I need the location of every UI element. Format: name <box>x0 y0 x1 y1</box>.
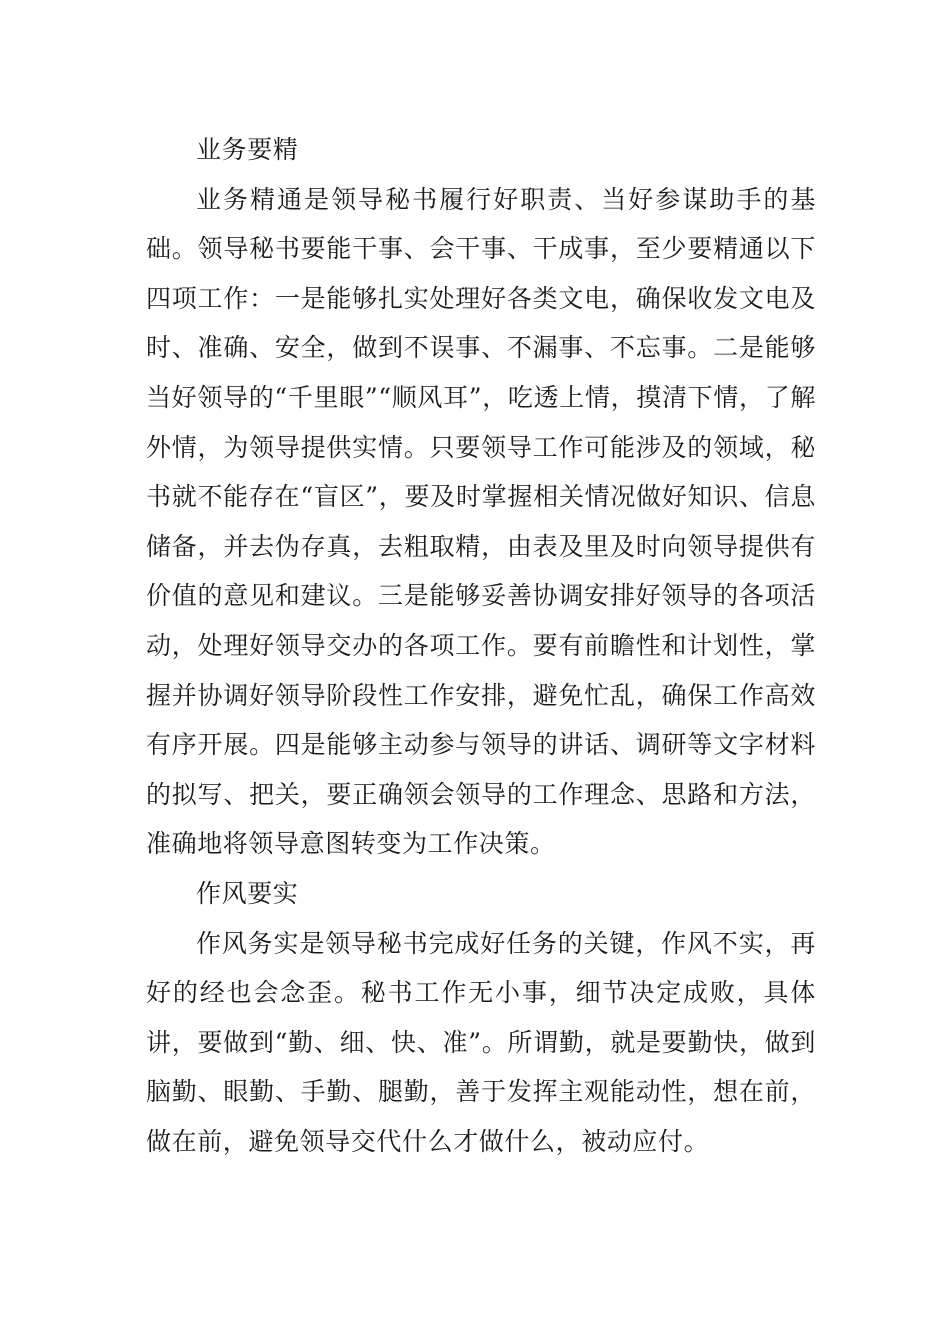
section-paragraph-business: 业务精通是领导秘书履行好职责、当好参谋助手的基础。领导秘书要能干事、会干事、干成事，至少要精通以下四项工作：一是能够扎实处理好各类文电，确保收发文电及时、准确、安全，做到不误事、不漏事、不忘事。二是能够当好领导的“千里眼”“顺风耳”，吃透上情，摸清下情，了解外情，为领导提供实情。只要领导工作可能涉及的领域，秘书就不能存在“盲区”，要及时掌握相关情况做好知识、信息储备，并去伪存真，去粗取精，由表及里及时向领导提供有价值的意见和建议。三是能够妥善协调安排好领导的各项活动，处理好领导交办的各项工作。要有前瞻性和计划性，掌握并协调好领导阶段性工作安排，避免忙乱，确保工作高效有序开展。四是能够主动参与领导的讲话、调研等文字材料的拟写、把关，要正确领会领导的工作理念、思路和方法，准确地将领导意图转变为工作决策。 <box>146 184 816 859</box>
document-body <box>146 125 816 1166</box>
section-heading-style: 作风要实 <box>196 878 299 908</box>
section-paragraph-style: 作风务实是领导秘书完成好任务的关键，作风不实，再好的经也会念歪。秘书工作无小事，细节决定成败，具体讲，要做到“勤、细、快、准”。所谓勤，就是要勤快，做到脑勤、眼勤、手勤、腿勤，善于发挥主观能动性，想在前，做在前，避免领导交代什么才做什么，被动应付。 <box>146 928 816 1156</box>
section-heading-business: 业务要精 <box>196 135 299 164</box>
